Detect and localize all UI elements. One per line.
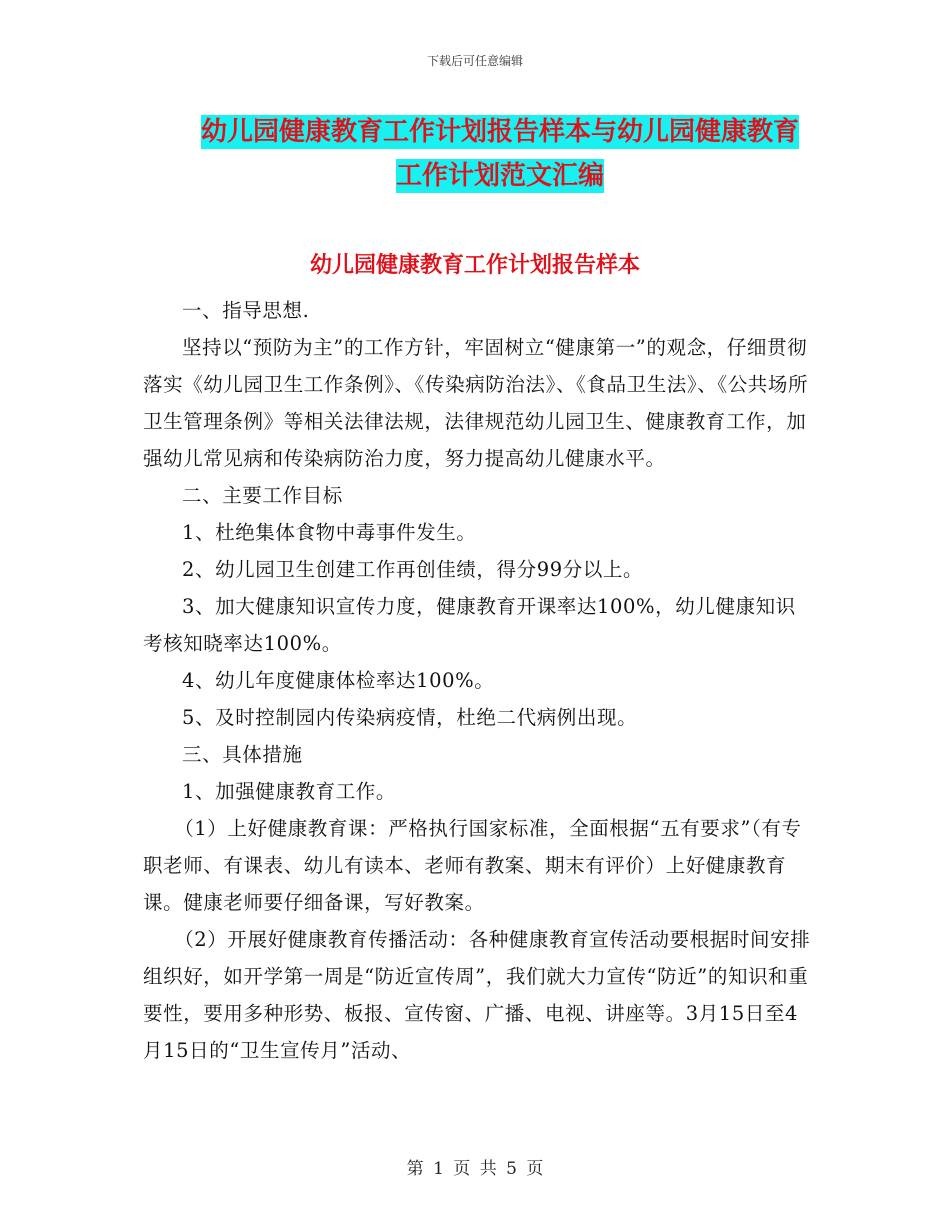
goal-item-5: 5、及时控制园内传染病疫情，杜绝二代病例出现。 <box>182 706 638 729</box>
document-title-line-1: 幼儿园健康教育工作计划报告样本与幼儿园健康教育 <box>200 117 799 147</box>
document-body <box>143 292 813 1069</box>
measure-subitem-1: （1）上好健康教育课：严格执行国家标准，全面根据“五有要求”（有专职老师、有课表、幼儿有读本、老师有教案、期末有评价）上好健康教育课。健康老师要仔细备课，写好教案。 <box>143 817 802 914</box>
heading-guiding-idea: 一、指导思想. <box>182 299 310 322</box>
section-title: 幼儿园健康教育工作计划报告样本 <box>309 252 640 278</box>
paragraph-guiding-idea: 坚持以“预防为主”的工作方针，牢固树立“健康第一”的观念，仔细贯彻落实《幼儿园卫生工作条例》、《传染病防治法》、《食品卫生法》、《公共场所卫生管理条例》等相关法律法规，法律规范幼儿园卫生、健康教育工作，加强幼儿常见病和传染病防治力度，努力提高幼儿健康水平。 <box>143 336 809 470</box>
measure-item-1: 1、加强健康教育工作。 <box>182 780 397 803</box>
document-title <box>150 110 850 198</box>
header-note: 下载后可任意编辑 <box>426 54 523 68</box>
page-footer: 第 1 页 共 5 页 <box>406 1159 544 1179</box>
heading-main-goals: 二、主要工作目标 <box>182 484 343 507</box>
document-title-line-2: 工作计划范文汇编 <box>395 161 604 191</box>
heading-measures: 三、具体措施 <box>182 743 303 766</box>
goal-item-1: 1、杜绝集体食物中毒事件发生。 <box>182 521 477 544</box>
goal-item-3: 3、加大健康知识宣传力度，健康教育开课率达100%，幼儿健康知识考核知晓率达100%。 <box>143 595 796 655</box>
goal-item-2: 2、幼儿园卫生创建工作再创佳绩，得分99分以上。 <box>182 558 644 581</box>
measure-subitem-2: （2）开展好健康教育传播活动：各种健康教育宣传活动要根据时间安排组织好，如开学第一周是“防近宣传周”，我们就大力宣传“防近”的知识和重要性，要用多种形势、板报、宣传窗、广播、电视、讲座等。3月15日至4月15日的“卫生宣传月”活动、 <box>143 928 811 1062</box>
goal-item-4: 4、幼儿年度健康体检率达100%。 <box>182 669 495 692</box>
